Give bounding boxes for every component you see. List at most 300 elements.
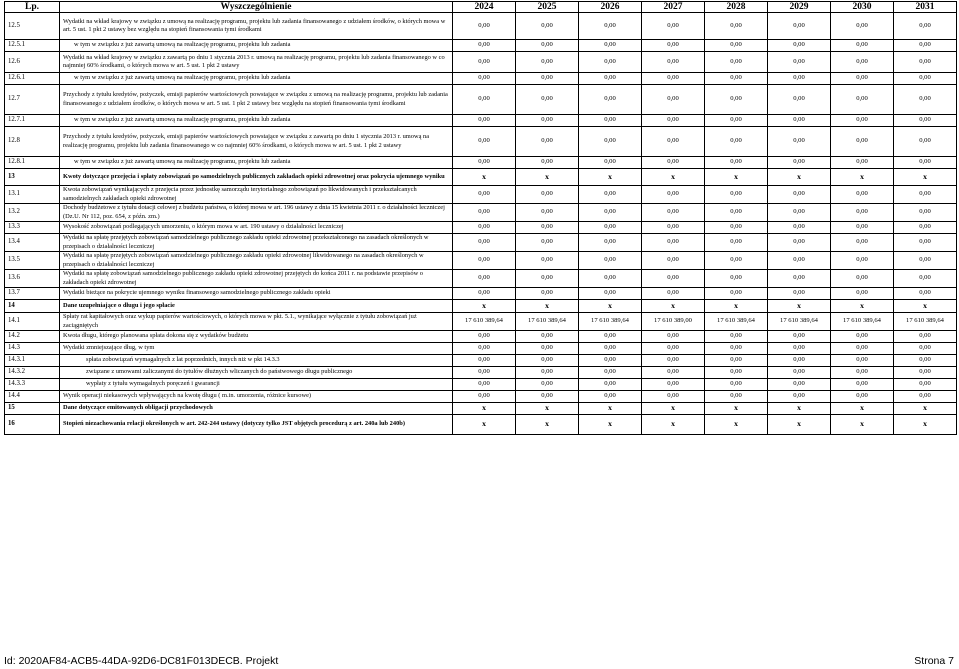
row-value-2024: 17 610 389,64 [453,313,516,331]
row-value-2026: 0,00 [579,40,642,52]
row-value-2028: x [705,300,768,313]
row-value-2027: 0,00 [642,270,705,288]
row-description: Stopień niezachowania relacji określonych w art. 242-244 ustawy (dotyczy tylko JST objętych procedurą z art. 240a lub 240b) [60,415,453,435]
row-value-2025: x [516,300,579,313]
table-row [5,391,957,403]
row-value-2028: 0,00 [705,186,768,204]
row-value-2027: 0,00 [642,204,705,222]
row-value-2025: 0,00 [516,204,579,222]
row-value-2029: 0,00 [768,85,831,115]
row-value-2031: 0,00 [894,52,957,73]
row-value-2024: 0,00 [453,367,516,379]
table-row [5,252,957,270]
row-value-2026: 0,00 [579,270,642,288]
row-value-2030: 0,00 [831,355,894,367]
row-value-2029: 0,00 [768,379,831,391]
row-value-2029: 0,00 [768,186,831,204]
row-lp: 12.7 [5,85,60,115]
row-value-2031: 0,00 [894,343,957,355]
row-lp: 13.4 [5,234,60,252]
row-lp: 12.8.1 [5,157,60,169]
row-value-2026: 0,00 [579,73,642,85]
row-value-2031: 0,00 [894,391,957,403]
row-value-2024: 0,00 [453,252,516,270]
row-value-2025: x [516,169,579,186]
row-value-2025: 0,00 [516,73,579,85]
table-row [5,379,957,391]
row-value-2026: 0,00 [579,391,642,403]
row-description: Kwota zobowiązań wynikających z przejęcia przez jednostkę samorządu terytorialnego zobowiązań po likwidowanych i przekształcanych samodzielnych zakładach opieki zdrowotnej [60,186,453,204]
row-value-2031: 0,00 [894,270,957,288]
row-value-2029: 0,00 [768,343,831,355]
row-value-2027: 0,00 [642,355,705,367]
row-value-2031: 0,00 [894,73,957,85]
row-value-2029: 0,00 [768,367,831,379]
row-value-2024: x [453,403,516,415]
row-value-2025: 0,00 [516,127,579,157]
row-value-2026: 0,00 [579,52,642,73]
row-value-2026: 0,00 [579,115,642,127]
row-value-2028: x [705,403,768,415]
document-id: Id: 2020AF84-ACB5-44DA-92D6-DC81F013DECB. Projekt [4,655,279,667]
row-value-2027: 0,00 [642,73,705,85]
row-value-2030: 0,00 [831,52,894,73]
row-value-2028: 0,00 [705,85,768,115]
row-lp: 14 [5,300,60,313]
table-row [5,403,957,415]
row-value-2028: 0,00 [705,157,768,169]
row-value-2025: 0,00 [516,85,579,115]
row-value-2025: 0,00 [516,40,579,52]
row-value-2029: 0,00 [768,288,831,300]
table-row [5,13,957,40]
row-description: Wydatki bieżące na pokrycie ujemnego wyniku finansowego samodzielnego publicznego zakładu opieki [60,288,453,300]
row-description: Kwota długu, którego planowana spłata dokona się z wydatków budżetu [60,331,453,343]
row-value-2026: 0,00 [579,252,642,270]
row-value-2030: 0,00 [831,204,894,222]
row-value-2029: 17 610 389,64 [768,313,831,331]
row-lp: 14.1 [5,313,60,331]
row-value-2024: 0,00 [453,115,516,127]
row-value-2030: 0,00 [831,186,894,204]
row-value-2024: 0,00 [453,222,516,234]
row-value-2024: 0,00 [453,391,516,403]
row-value-2024: 0,00 [453,127,516,157]
row-value-2025: 0,00 [516,13,579,40]
row-value-2027: 0,00 [642,331,705,343]
row-value-2027: 0,00 [642,186,705,204]
row-value-2031: 0,00 [894,157,957,169]
row-value-2029: x [768,403,831,415]
row-value-2031: 0,00 [894,186,957,204]
row-value-2026: 0,00 [579,331,642,343]
table-row [5,355,957,367]
row-lp: 13.7 [5,288,60,300]
row-value-2026: 0,00 [579,379,642,391]
header-year-2027: 2027 [642,2,705,13]
row-value-2029: 0,00 [768,127,831,157]
row-value-2024: 0,00 [453,343,516,355]
row-value-2026: 17 610 389,64 [579,313,642,331]
row-lp: 13.1 [5,186,60,204]
row-value-2025: 0,00 [516,234,579,252]
row-value-2029: 0,00 [768,13,831,40]
row-value-2031: 0,00 [894,234,957,252]
row-value-2027: 0,00 [642,367,705,379]
row-lp: 12.6 [5,52,60,73]
row-value-2027: x [642,415,705,435]
row-description: Dane uzupełniające o długu i jego spłacie [60,300,453,313]
row-value-2029: 0,00 [768,157,831,169]
row-description: Wydatki zmniejszające dług, w tym [60,343,453,355]
row-value-2030: 0,00 [831,379,894,391]
row-value-2026: 0,00 [579,367,642,379]
table-row [5,115,957,127]
row-value-2028: 0,00 [705,52,768,73]
row-value-2026: 0,00 [579,186,642,204]
row-value-2028: 0,00 [705,343,768,355]
row-value-2027: 0,00 [642,52,705,73]
row-description: Wydatki na spłatę przejętych zobowiązań samodzielnego publicznego zakładu opieki zdrowotnej likwidowanego na zasadach określonych w przepisach o działalności leczniczej [60,252,453,270]
row-value-2028: 0,00 [705,204,768,222]
row-value-2028: x [705,415,768,435]
row-value-2026: x [579,169,642,186]
row-value-2025: 0,00 [516,355,579,367]
row-value-2031: 0,00 [894,288,957,300]
row-value-2027: 0,00 [642,391,705,403]
row-description: Wydatki na wkład krajowy w związku z zawartą po dniu 1 stycznia 2013 r. umową na realizację programu, projektu lub zadania finansowanego w co najmniej 60% środkami, o których mowa w art. 5 ust. 1 pkt 2 ustawy [60,52,453,73]
row-value-2031: 0,00 [894,13,957,40]
row-value-2024: x [453,300,516,313]
row-value-2030: 0,00 [831,331,894,343]
row-description: wypłaty z tytułu wymagalnych poręczeń i gwarancji [60,379,453,391]
row-value-2025: 0,00 [516,331,579,343]
row-value-2028: 0,00 [705,391,768,403]
row-value-2030: 0,00 [831,127,894,157]
row-value-2027: x [642,169,705,186]
row-value-2028: 0,00 [705,234,768,252]
row-value-2030: 0,00 [831,13,894,40]
row-value-2031: 0,00 [894,367,957,379]
header-year-2025: 2025 [516,2,579,13]
row-description: Wysokość zobowiązań podlegających umorzeniu, o którym mowa w art. 190 ustawy o działalności leczniczej [60,222,453,234]
row-value-2027: x [642,300,705,313]
table-row [5,234,957,252]
row-lp: 12.6.1 [5,73,60,85]
row-description: w tym w związku z już zawartą umową na realizację programu, projektu lub zadania [60,40,453,52]
row-value-2031: 0,00 [894,222,957,234]
row-value-2027: 0,00 [642,252,705,270]
row-value-2027: 0,00 [642,13,705,40]
header-year-2031: 2031 [894,2,957,13]
row-lp: 12.5.1 [5,40,60,52]
row-lp: 16 [5,415,60,435]
header-year-2028: 2028 [705,2,768,13]
row-value-2030: 0,00 [831,157,894,169]
row-value-2029: x [768,415,831,435]
row-value-2030: 0,00 [831,270,894,288]
row-value-2027: 0,00 [642,379,705,391]
row-value-2028: 0,00 [705,252,768,270]
table-row [5,85,957,115]
row-value-2029: 0,00 [768,40,831,52]
row-lp: 14.3 [5,343,60,355]
row-value-2026: 0,00 [579,157,642,169]
row-value-2026: 0,00 [579,127,642,157]
page-number: Strona 7 [914,655,954,667]
row-value-2030: 17 610 389,64 [831,313,894,331]
row-lp: 12.7.1 [5,115,60,127]
row-lp: 14.3.1 [5,355,60,367]
table-row [5,73,957,85]
row-value-2024: 0,00 [453,157,516,169]
row-value-2029: 0,00 [768,204,831,222]
row-description: Przychody z tytułu kredytów, pożyczek, emisji papierów wartościowych powstające w związku z umową na realizację programu, projektu lub zadania finansowanego z udziałem środków, o których mowa w art. 5 ust. 1 pkt 2 ustawy bez względu na stopień finansowania tymi środkami [60,85,453,115]
table-row [5,127,957,157]
row-description: w tym w związku z już zawartą umową na realizację programu, projektu lub zadania [60,115,453,127]
row-value-2024: x [453,169,516,186]
row-value-2027: 0,00 [642,288,705,300]
row-lp: 13.5 [5,252,60,270]
row-value-2024: 0,00 [453,186,516,204]
row-value-2030: 0,00 [831,115,894,127]
row-description: Wydatki na spłatę zobowiązań samodzielnego publicznego zakładu opieki zdrowotnej przejętych do końca 2011 r. na podstawie przepisów o zakładach opieki zdrowotnej [60,270,453,288]
row-value-2026: 0,00 [579,343,642,355]
row-value-2028: 0,00 [705,222,768,234]
row-value-2028: 0,00 [705,73,768,85]
row-value-2027: x [642,403,705,415]
row-value-2026: 0,00 [579,288,642,300]
row-value-2029: 0,00 [768,331,831,343]
row-value-2025: 0,00 [516,252,579,270]
header-year-2029: 2029 [768,2,831,13]
row-value-2026: 0,00 [579,85,642,115]
row-value-2024: 0,00 [453,355,516,367]
row-description: Wynik operacji niekasowych wpływających na kwotę długu ( m.in. umorzenia, różnice kursowe) [60,391,453,403]
row-value-2031: 0,00 [894,355,957,367]
row-lp: 13.3 [5,222,60,234]
row-value-2026: x [579,415,642,435]
table-row [5,270,957,288]
row-value-2031: 0,00 [894,85,957,115]
row-value-2028: 0,00 [705,367,768,379]
row-value-2025: x [516,403,579,415]
row-value-2025: 0,00 [516,52,579,73]
row-value-2028: 0,00 [705,355,768,367]
table-row [5,313,957,331]
row-value-2027: 0,00 [642,343,705,355]
table-row [5,331,957,343]
row-value-2027: 0,00 [642,40,705,52]
row-value-2031: x [894,300,957,313]
row-value-2029: 0,00 [768,270,831,288]
row-value-2025: 0,00 [516,343,579,355]
table-row [5,186,957,204]
row-value-2030: 0,00 [831,234,894,252]
row-value-2030: 0,00 [831,40,894,52]
row-value-2028: 0,00 [705,331,768,343]
row-value-2029: 0,00 [768,115,831,127]
row-value-2031: x [894,415,957,435]
table-row [5,204,957,222]
row-value-2028: 0,00 [705,379,768,391]
table-header-row [5,2,957,13]
row-value-2024: 0,00 [453,85,516,115]
row-value-2030: 0,00 [831,367,894,379]
row-value-2028: 0,00 [705,13,768,40]
row-value-2026: x [579,403,642,415]
row-value-2027: 17 610 389,00 [642,313,705,331]
row-description: Dane dotyczące emitowanych obligacji przychodowych [60,403,453,415]
row-value-2024: 0,00 [453,288,516,300]
table-row [5,343,957,355]
row-value-2030: 0,00 [831,73,894,85]
row-value-2031: x [894,403,957,415]
row-value-2024: 0,00 [453,52,516,73]
row-value-2026: x [579,300,642,313]
table-row [5,367,957,379]
row-description: związane z umowami zaliczanymi do tytułów dłużnych wliczanych do państwowego długu publicznego [60,367,453,379]
row-value-2029: 0,00 [768,391,831,403]
header-description: Wyszczególnienie [60,2,453,13]
row-value-2025: 0,00 [516,222,579,234]
row-value-2026: 0,00 [579,13,642,40]
row-value-2030: 0,00 [831,391,894,403]
row-value-2025: 0,00 [516,367,579,379]
row-value-2028: 0,00 [705,127,768,157]
header-year-2024: 2024 [453,2,516,13]
row-value-2031: 0,00 [894,115,957,127]
row-value-2031: 0,00 [894,40,957,52]
row-value-2025: 0,00 [516,288,579,300]
row-value-2024: 0,00 [453,204,516,222]
row-value-2028: 0,00 [705,270,768,288]
row-value-2031: 0,00 [894,252,957,270]
table-row [5,52,957,73]
row-lp: 13.2 [5,204,60,222]
row-value-2031: 17 610 389,64 [894,313,957,331]
row-lp: 13 [5,169,60,186]
row-value-2027: 0,00 [642,127,705,157]
row-value-2024: 0,00 [453,331,516,343]
row-value-2030: x [831,415,894,435]
row-lp: 14.3.3 [5,379,60,391]
row-lp: 14.3.2 [5,367,60,379]
row-value-2028: 0,00 [705,115,768,127]
row-value-2025: 0,00 [516,391,579,403]
row-value-2029: 0,00 [768,73,831,85]
row-value-2024: x [453,415,516,435]
row-value-2025: 17 610 389,64 [516,313,579,331]
row-value-2029: 0,00 [768,355,831,367]
row-value-2027: 0,00 [642,157,705,169]
row-description: w tym w związku z już zawartą umową na realizację programu, projektu lub zadania [60,73,453,85]
row-value-2031: 0,00 [894,379,957,391]
header-year-2026: 2026 [579,2,642,13]
row-value-2025: 0,00 [516,157,579,169]
row-value-2031: x [894,169,957,186]
row-value-2029: x [768,300,831,313]
row-value-2024: 0,00 [453,234,516,252]
table-row [5,169,957,186]
table-row [5,415,957,435]
table-row [5,157,957,169]
row-value-2024: 0,00 [453,13,516,40]
row-value-2029: 0,00 [768,222,831,234]
row-value-2030: 0,00 [831,288,894,300]
row-value-2027: 0,00 [642,115,705,127]
row-value-2030: x [831,403,894,415]
header-lp: Lp. [5,2,60,13]
table-row [5,300,957,313]
row-value-2027: 0,00 [642,85,705,115]
row-value-2024: 0,00 [453,379,516,391]
row-value-2025: x [516,415,579,435]
row-value-2029: 0,00 [768,252,831,270]
row-value-2028: x [705,169,768,186]
row-value-2024: 0,00 [453,73,516,85]
table-row [5,222,957,234]
row-description: Dochody budżetowe z tytułu dotacji celowej z budżetu państwa, o której mowa w art. 196 ustawy z dnia 15 kwietnia 2011 r. o działalności leczniczej (Dz.U. Nr 112, poz. 654, z późn. zm.) [60,204,453,222]
row-lp: 12.8 [5,127,60,157]
row-value-2025: 0,00 [516,270,579,288]
financial-forecast-table [4,1,957,435]
row-value-2031: 0,00 [894,127,957,157]
row-description: w tym w związku z już zawartą umową na realizację programu, projektu lub zadania [60,157,453,169]
row-value-2030: x [831,169,894,186]
row-value-2030: 0,00 [831,222,894,234]
row-value-2028: 17 610 389,64 [705,313,768,331]
row-lp: 13.6 [5,270,60,288]
row-description: spłata zobowiązań wymagalnych z lat poprzednich, innych niż w pkt 14.3.3 [60,355,453,367]
row-value-2030: 0,00 [831,85,894,115]
row-value-2031: 0,00 [894,204,957,222]
row-value-2025: 0,00 [516,115,579,127]
row-value-2024: 0,00 [453,270,516,288]
row-lp: 12.5 [5,13,60,40]
row-value-2029: 0,00 [768,52,831,73]
row-value-2025: 0,00 [516,379,579,391]
row-value-2027: 0,00 [642,234,705,252]
row-value-2024: 0,00 [453,40,516,52]
row-description: Przychody z tytułu kredytów, pożyczek, emisji papierów wartościowych powstające w związku z zawartą po dniu 1 stycznia 2013 r. umową na realizację programu, projektu lub zadania finansowanego w co najmniej 60% środkami, o których mowa w art. 5 ust. 1 pkt 2 ustawy [60,127,453,157]
row-description: Wydatki na wkład krajowy w związku z umową na realizację programu, projektu lub zadania finansowanego z udziałem środków, o których mowa w art. 5 ust. 1 pkt 2 ustawy bez względu na stopień finansowania tymi środkami [60,13,453,40]
row-value-2025: 0,00 [516,186,579,204]
row-value-2026: 0,00 [579,234,642,252]
row-description: Wydatki na spłatę przejętych zobowiązań samodzielnego publicznego zakładu opieki zdrowotnej przekształconego na zasadach określonych w przepisach o działalności leczniczej [60,234,453,252]
header-year-2030: 2030 [831,2,894,13]
row-value-2028: 0,00 [705,288,768,300]
row-description: Spłaty rat kapitałowych oraz wykup papierów wartościowych, o których mowa w pkt. 5.1., wynikające wyłącznie z tytułu zobowiązań już zaciągniętych [60,313,453,331]
row-value-2030: 0,00 [831,252,894,270]
row-value-2029: 0,00 [768,234,831,252]
row-lp: 15 [5,403,60,415]
table-row [5,288,957,300]
row-value-2031: 0,00 [894,331,957,343]
row-lp: 14.2 [5,331,60,343]
row-value-2030: 0,00 [831,343,894,355]
row-value-2026: 0,00 [579,222,642,234]
row-value-2030: x [831,300,894,313]
row-value-2028: 0,00 [705,40,768,52]
row-value-2027: 0,00 [642,222,705,234]
row-value-2026: 0,00 [579,355,642,367]
row-value-2026: 0,00 [579,204,642,222]
row-description: Kwoty dotyczące przejęcia i spłaty zobowiązań po samodzielnych publicznych zakładach opieki zdrowotnej oraz pokrycia ujemnego wyniku [60,169,453,186]
row-lp: 14.4 [5,391,60,403]
table-row [5,40,957,52]
row-value-2029: x [768,169,831,186]
